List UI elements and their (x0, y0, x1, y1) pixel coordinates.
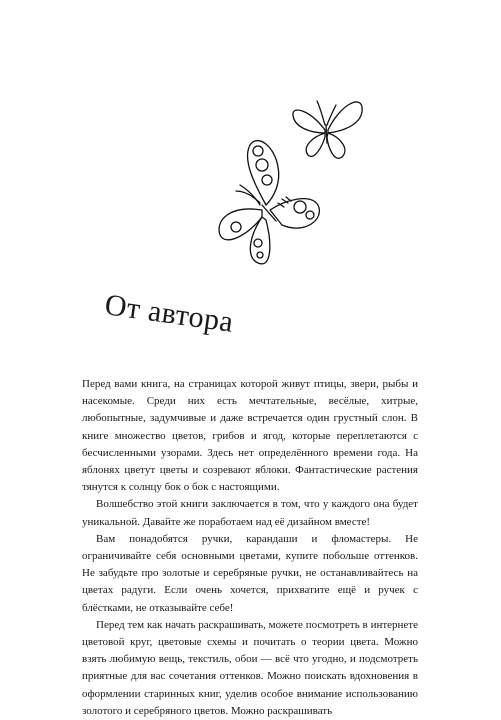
small-butterfly-icon (293, 101, 362, 158)
large-butterfly-icon (219, 141, 319, 264)
butterflies-illustration (200, 85, 385, 275)
paragraph-1: Перед вами книга, на страницах которой живут птицы, звери, рыбы и насекомые. Среди них есть мечтательные, весёлые, хитрые, любопытные, задумчивые и даже встречается один грустный слон. В книге множество цветов, грибов и ягод, которые переплетаются с бесчисленными узорами. Здесь нет определённого времени года. На яблонях цветут цветы и созревают яблоки. Фантастические растения тянутся к солнцу бок о бок с настоящими. (82, 378, 418, 494)
body-text (82, 376, 418, 720)
paragraph-4: Перед тем как начать раскрашивать, можете посмотреть в интернете цветовой круг, цветовые схемы и почитать о теории цвета. Можно взять любимую вещь, текстиль, обои — всё что угодно, и подсмотреть приятные для вас сочетания оттенков. Можно поискать вдохновения в оформлении старинных книг, уделив особое внимание использованию золотого и серебряного цветов. Можно раскрашивать (82, 618, 418, 717)
paragraph-2: Волшебство этой книги заключается в том, что у каждого она будет уникальной. Давайте же поработаем над её дизайном вместе! (82, 498, 418, 528)
page-title: От автора (102, 288, 236, 339)
paragraph-3: Вам понадобятся ручки, карандаши и фломастеры. Не ограничивайте себя основными цветами, купите побольше оттенков. Не забудьте про золотые и серебряные ручки, не останавливайтесь на цветах радуги. Если очень хочется, прихватите ещё и ручек с блёстками, не отказывайте себе! (82, 532, 418, 614)
